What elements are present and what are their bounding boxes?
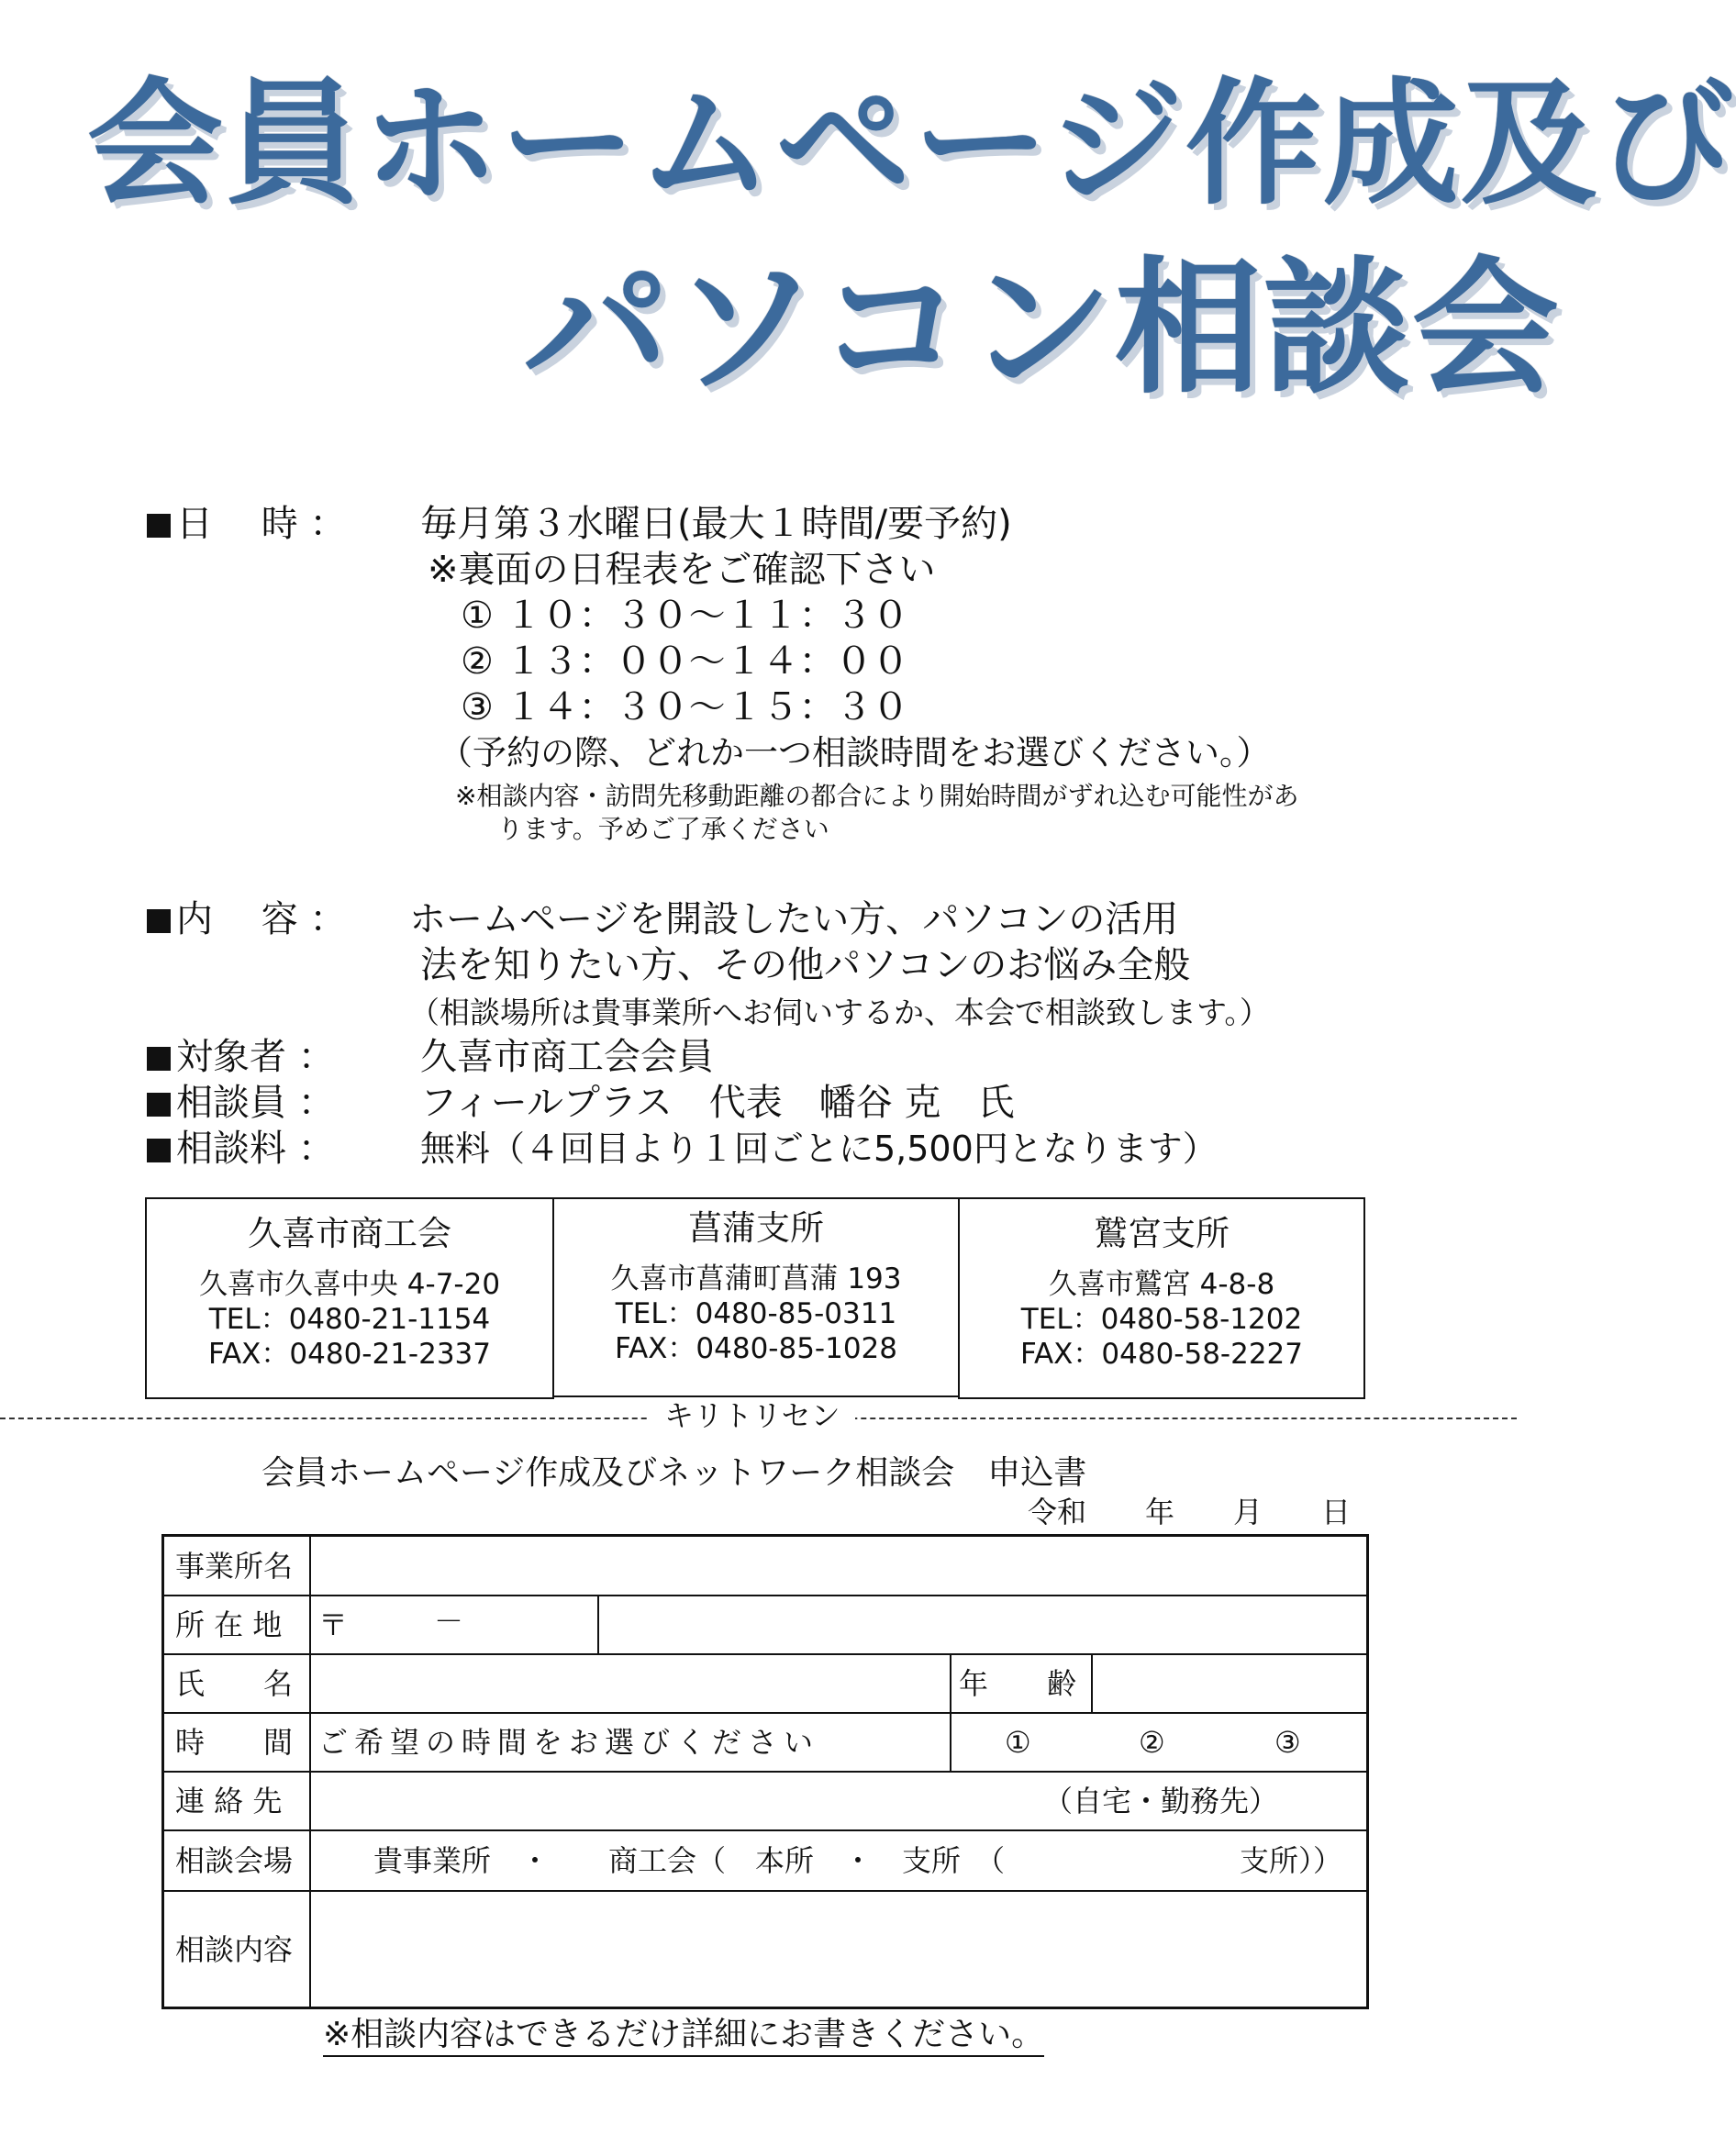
fee-label: 相談料 ： bbox=[176, 1128, 335, 1170]
form-divider bbox=[164, 1595, 1366, 1596]
content-line3: （相談場所は貴事業所へお伺いするか、本会で相談致します。） bbox=[409, 995, 1270, 1030]
square-bullet-icon bbox=[147, 1047, 171, 1071]
age-field[interactable] bbox=[1100, 1665, 1357, 1702]
page-title-line1: 会員ホームページ作成及び bbox=[87, 65, 1736, 223]
time-option-2[interactable]: ② bbox=[1139, 1725, 1165, 1760]
form-divider bbox=[164, 1771, 1366, 1773]
form-divider bbox=[164, 1712, 1366, 1714]
contact-label: 連 絡 先 bbox=[175, 1784, 283, 1818]
page-title-line2: パソコン相談会 bbox=[523, 242, 1561, 414]
choose-note: （予約の際、どれか一つ相談時間をお選びください。） bbox=[439, 733, 1271, 773]
content-line1: ホームページを開設したい方、パソコンの活用 bbox=[409, 898, 1179, 940]
form-title: 会員ホームページ作成及びネットワーク相談会 申込書 bbox=[262, 1454, 1087, 1492]
age-label: 年 齢 bbox=[959, 1666, 1077, 1701]
form-divider bbox=[164, 1829, 1366, 1831]
contact-field[interactable] bbox=[324, 1783, 1040, 1819]
form-divider bbox=[164, 1653, 1366, 1655]
content-row bbox=[147, 897, 346, 941]
square-bullet-icon bbox=[147, 1093, 171, 1117]
consult-content-field[interactable] bbox=[324, 1902, 1361, 2001]
time-slot-3: ③ １４：３０～１５：３０ bbox=[461, 686, 909, 728]
content-label: 内 容 ： bbox=[176, 898, 347, 940]
business-name-label: 事業所名 bbox=[175, 1549, 294, 1584]
consult-content-label: 相談内容 bbox=[175, 1932, 294, 1967]
consultant-row bbox=[147, 1081, 335, 1125]
office-fax: FAX：0480-21-2337 bbox=[207, 1338, 492, 1371]
business-name-field[interactable] bbox=[324, 1548, 1361, 1584]
office-tel: TEL：0480-21-1154 bbox=[208, 1303, 491, 1336]
fee-row bbox=[147, 1127, 335, 1171]
office-address: 久喜市鷲宮 4-8-8 bbox=[1048, 1268, 1275, 1301]
consultant-value: フィールプラス 代表 幡谷 克 氏 bbox=[420, 1082, 1015, 1124]
footer-note: ※相談内容はできるだけ詳細にお書きください。 bbox=[323, 2015, 1044, 2057]
target-label: 対象者 ： bbox=[176, 1036, 335, 1078]
office-fax: FAX：0480-85-1028 bbox=[614, 1332, 898, 1365]
office-name: 久喜市商工会 bbox=[248, 1214, 451, 1253]
office-address: 久喜市久喜中央 4-7-20 bbox=[198, 1268, 501, 1301]
address-field[interactable] bbox=[606, 1607, 1359, 1643]
cut-line-label: キリトリセン bbox=[650, 1397, 855, 1434]
office-name: 鷲宮支所 bbox=[1094, 1214, 1230, 1253]
time-option-1[interactable]: ① bbox=[1005, 1725, 1031, 1760]
fee-value: 無料（４回目より１回ごとに5,500円となります） bbox=[420, 1129, 1218, 1169]
contact-note: （自宅・勤務先） bbox=[1043, 1784, 1279, 1818]
time-label: 時 間 bbox=[175, 1725, 294, 1760]
name-field[interactable] bbox=[324, 1665, 939, 1702]
office-box-shobu bbox=[552, 1197, 960, 1397]
time-option-3[interactable]: ③ bbox=[1274, 1725, 1301, 1760]
square-bullet-icon bbox=[147, 514, 171, 538]
venue-label: 相談会場 bbox=[175, 1843, 294, 1878]
name-label: 氏 名 bbox=[175, 1666, 294, 1701]
form-divider bbox=[164, 1890, 1366, 1892]
office-tel: TEL：0480-58-1202 bbox=[1020, 1303, 1303, 1336]
target-value: 久喜市商工会会員 bbox=[420, 1036, 714, 1078]
content-line2: 法を知りたい方、その他パソコンのお悩み全般 bbox=[420, 944, 1191, 986]
form-divider bbox=[950, 1653, 951, 1771]
application-form bbox=[161, 1534, 1369, 2009]
time-slot-2: ② １３：００～１４：００ bbox=[461, 640, 909, 683]
caution-line2: ります。予めご了承ください bbox=[497, 814, 829, 844]
target-row bbox=[147, 1035, 335, 1079]
schedule-label: 日 時 ： bbox=[176, 503, 347, 545]
office-name: 菖蒲支所 bbox=[688, 1208, 824, 1248]
office-box-main bbox=[145, 1197, 554, 1399]
time-slot-1: ① １０：３０～１１：３０ bbox=[461, 595, 909, 637]
office-address: 久喜市菖蒲町菖蒲 193 bbox=[610, 1262, 902, 1295]
schedule-row bbox=[147, 502, 346, 546]
form-label-column-divider bbox=[309, 1537, 311, 2007]
postal-dash: － bbox=[434, 1604, 464, 1639]
office-box-washimiya bbox=[958, 1197, 1365, 1399]
venue-options[interactable]: 貴事業所 ・ 商工会（ 本所 ・ 支所 （ 支所）） bbox=[373, 1843, 1343, 1878]
form-date: 令和 年 月 日 bbox=[1028, 1495, 1352, 1529]
schedule-note: ※裏面の日程表をご確認下さい bbox=[428, 549, 936, 591]
office-fax: FAX：0480-58-2227 bbox=[1019, 1338, 1304, 1371]
time-prompt: ご希望の時間をお選びください bbox=[318, 1725, 820, 1760]
office-tel: TEL：0480-85-0311 bbox=[615, 1297, 897, 1330]
consultant-label: 相談員 ： bbox=[176, 1082, 335, 1124]
schedule-value: 毎月第３水曜日(最大１時間/要予約) bbox=[420, 503, 1012, 545]
caution-line1: ※相談内容・訪問先移動距離の都合により開始時間がずれ込む可能性があ bbox=[455, 781, 1299, 811]
postal-mark: 〒 bbox=[318, 1607, 349, 1642]
form-divider bbox=[1091, 1653, 1093, 1712]
square-bullet-icon bbox=[147, 1139, 171, 1162]
form-divider bbox=[597, 1595, 599, 1653]
square-bullet-icon bbox=[147, 909, 171, 933]
address-label: 所 在 地 bbox=[175, 1607, 283, 1642]
